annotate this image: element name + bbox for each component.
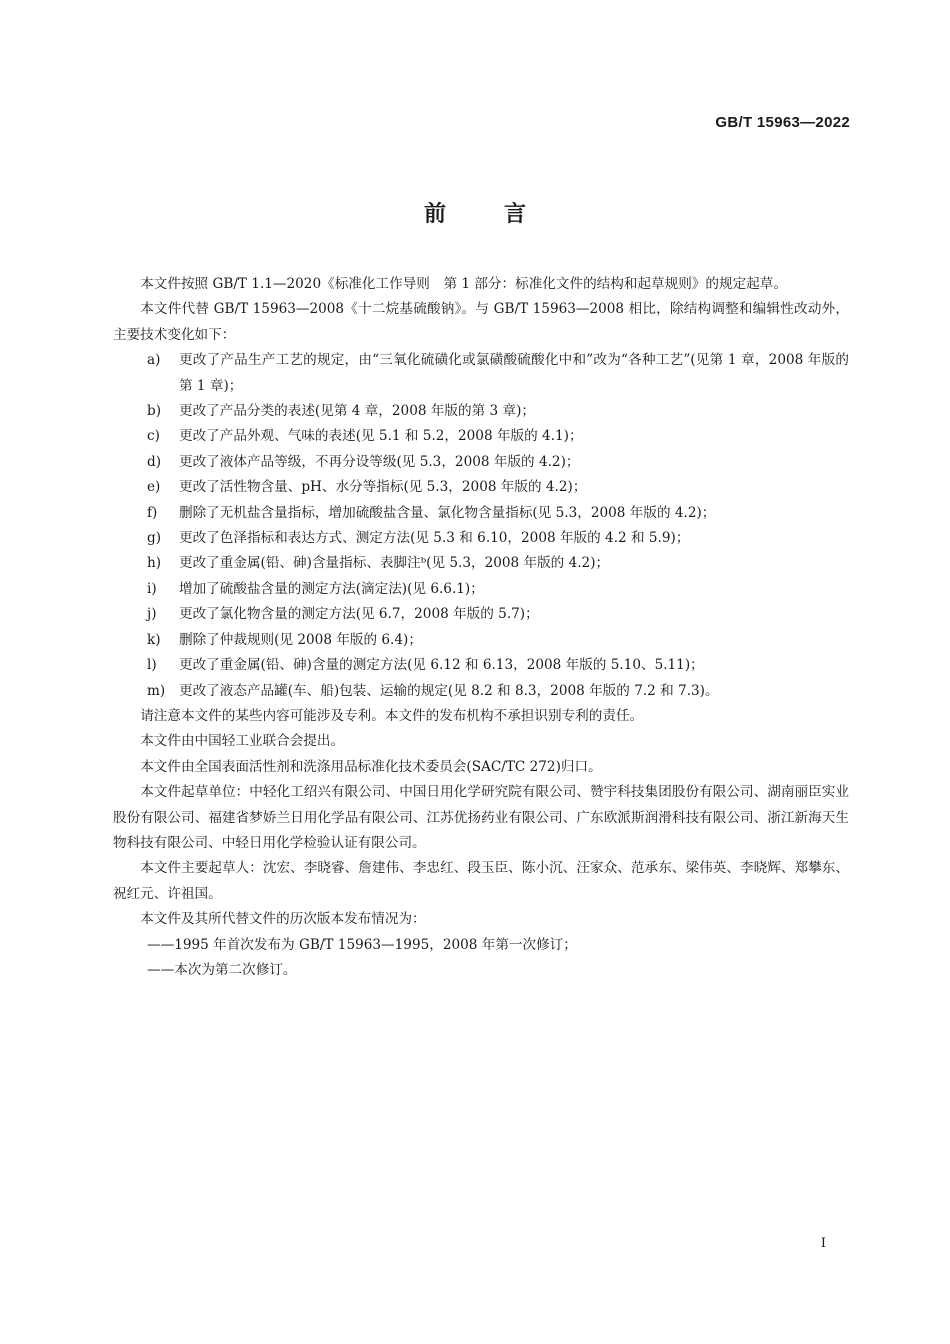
standard-number: GB/T 15963—2022 [715, 114, 850, 131]
paragraph-drafting-rules: 本文件按照 GB/T 1.1—2020《标准化工作导则 第 1 部分：标准化文件的结构和起草规则》的规定起草。 [140, 276, 787, 292]
technical-changes-list [113, 348, 849, 704]
list-item [113, 424, 849, 449]
list-item [113, 399, 849, 424]
list-item [113, 475, 849, 500]
history-entry: ——本次为第二次修订。 [147, 961, 297, 978]
list-item [113, 450, 849, 475]
title-char-1: 前 [423, 202, 446, 227]
list-item-text: 更改了液态产品罐(车、船)包装、运输的规定(见 8.2 和 8.3，2008 年版的 7.2 和 7.3)。 [179, 682, 719, 699]
page-title [0, 197, 950, 228]
list-item [113, 526, 849, 551]
list-item-text: 更改了重金属(铅、砷)含量的测定方法(见 6.12 和 6.13，2008 年版的 5.10、5.11)； [179, 657, 704, 674]
list-item-label: b) [147, 403, 162, 420]
list-item [113, 551, 849, 576]
foreword-body [113, 272, 849, 983]
list-item [113, 602, 849, 627]
list-item-text: 更改了色泽指标和表达方式、测定方法(见 5.3 和 6.10，2008 年版的 4.2 和 5.9)； [179, 530, 690, 547]
list-item-label: g) [147, 530, 162, 547]
history-entry: ——1995 年首次发布为 GB/T 15963—1995，2008 年第一次修订； [147, 936, 577, 953]
list-item-label: l) [147, 657, 157, 674]
paragraph-technical-committee: 本文件由全国表面活性剂和洗涤用品标准化技术委员会(SAC/TC 272)归口。 [140, 758, 602, 775]
list-item [113, 348, 849, 399]
list-item [113, 577, 849, 602]
list-item-label: k) [147, 631, 161, 648]
list-item-label: m) [147, 682, 166, 699]
list-item-text: 更改了氯化物含量的测定方法(见 6.7，2008 年版的 5.7)； [179, 606, 539, 623]
paragraph-patent-notice: 请注意本文件的某些内容可能涉及专利。本文件的发布机构不承担识别专利的责任。 [140, 707, 644, 724]
list-item-label: i) [147, 580, 157, 597]
list-item-label: j) [147, 606, 157, 623]
paragraph-drafting-units: 本文件起草单位：中轻化工绍兴有限公司、中国日用化学研究院有限公司、赞宇科技集团股份有限公司、湖南丽臣实业股份有限公司、福建省梦娇兰日用化学品有限公司、江苏优扬药业有限公司、广东欧派斯润滑科技有限公司、浙江新海天生物科技有限公司、中轻日用化学检验认证有限公司。 [113, 784, 849, 851]
list-item-label: d) [147, 453, 162, 470]
list-item [113, 679, 849, 704]
list-item-text: 更改了活性物含量、pH、水分等指标(见 5.3，2008 年版的 4.2)； [179, 479, 587, 496]
list-item-text: 增加了硫酸盐含量的测定方法(滴定法)(见 6.6.1)； [179, 580, 484, 597]
list-item-text: 删除了仲裁规则(见 2008 年版的 6.4)； [179, 631, 422, 648]
list-item-label: a) [147, 352, 161, 369]
page-number: I [820, 1236, 826, 1251]
title-char-2: 言 [504, 202, 527, 227]
list-item-label: e) [147, 479, 161, 496]
paragraph-drafters: 本文件主要起草人：沈宏、李晓睿、詹建伟、李忠红、段玉臣、陈小沉、汪家众、范承东、梁伟英、李晓辉、郑攀东、祝红元、许祖国。 [113, 860, 849, 902]
list-item-text: 删除了无机盐含量指标，增加硫酸盐含量、氯化物含量指标(见 5.3，2008 年版的 4.2)； [179, 504, 716, 521]
list-item-text: 更改了产品外观、气味的表述(见 5.1 和 5.2，2008 年版的 4.1)； [179, 428, 583, 445]
list-item-label: c) [147, 428, 160, 445]
list-item [113, 653, 849, 678]
list-item [113, 501, 849, 526]
list-item-label: h) [147, 555, 162, 572]
paragraph-proposer: 本文件由中国轻工业联合会提出。 [140, 733, 345, 750]
list-item-text: 更改了产品生产工艺的规定，由“三氧化硫磺化或氯磺酸硫酸化中和”改为“各种工艺”(见第 1 章，2008 年版的第 1 章)； [179, 352, 849, 394]
list-item-label: f) [147, 504, 158, 521]
list-item-text: 更改了产品分类的表述(见第 4 章，2008 年版的第 3 章)； [179, 403, 535, 420]
paragraph-replacement: 本文件代替 GB/T 15963—2008《十二烷基硫酸钠》。与 GB/T 15963—2008 相比，除结构调整和编辑性改动外，主要技术变化如下： [113, 301, 849, 343]
list-item [113, 628, 849, 653]
list-item-text: 更改了液体产品等级，不再分设等级(见 5.3，2008 年版的 4.2)； [179, 453, 580, 470]
paragraph-history-intro: 本文件及其所代替文件的历次版本发布情况为： [140, 911, 426, 928]
list-item-text: 更改了重金属(铅、砷)含量指标、表脚注ᵇ(见 5.3，2008 年版的 4.2)； [179, 555, 610, 572]
